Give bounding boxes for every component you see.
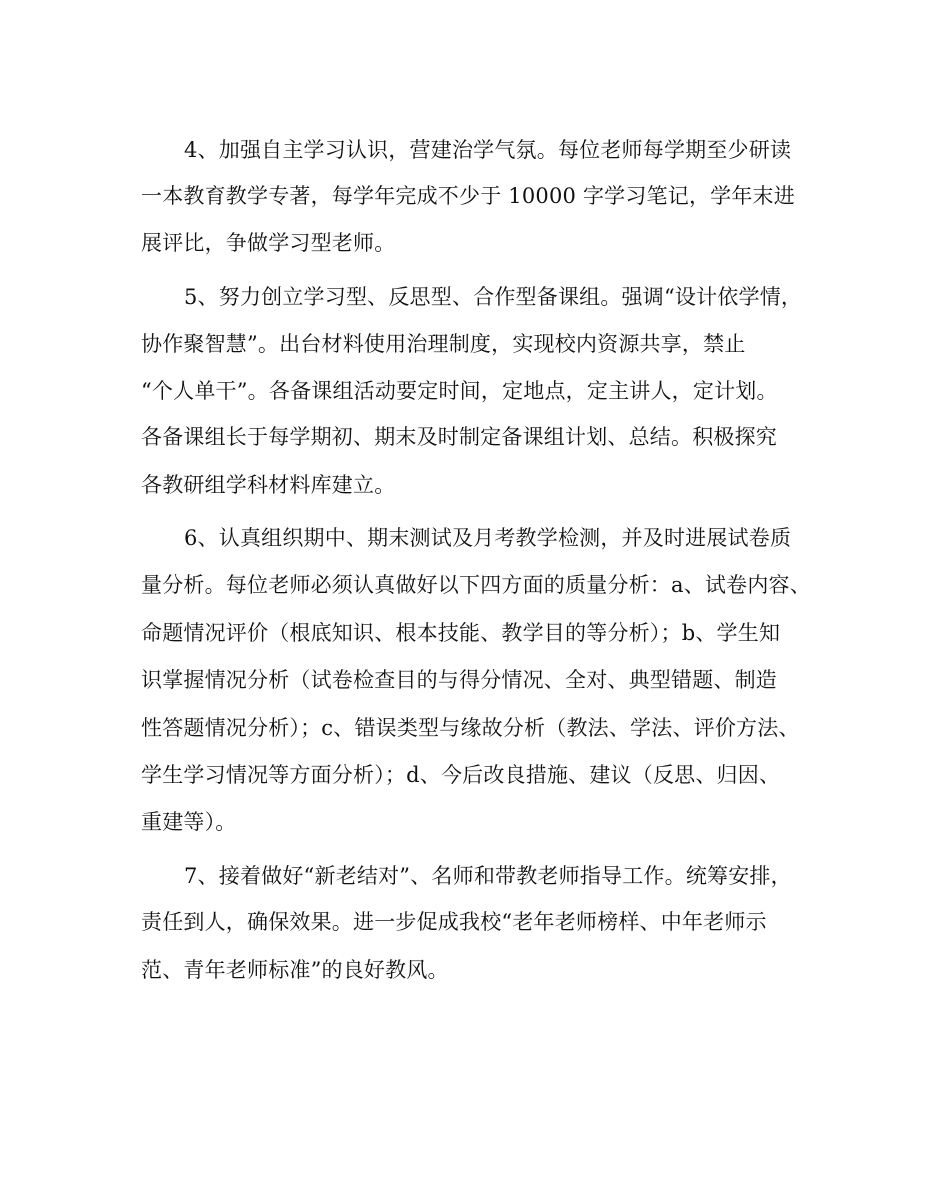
paragraph-line: 6、认真组织期中、期末测试及月考教学检测，并及时进展试卷质: [184, 526, 792, 550]
paragraph-line: 命题情况评价（根底知识、根本技能、教学目的等分析）；b、学生知: [141, 621, 781, 645]
paragraph-line: 量分析。每位老师必须认真做好以下四方面的质量分析：a、试卷内容、: [141, 573, 811, 597]
paragraph-line: 5、努力创立学习型、反思型、合作型备课组。强调“设计依学情，: [184, 285, 803, 309]
paragraph-line: 范、青年老师标准”的良好教风。: [141, 958, 449, 982]
paragraph-line: 各教研组学科材料库建立。: [141, 473, 396, 497]
paragraph-line: 展评比，争做学习型老师。: [141, 231, 396, 255]
paragraph-line: 4、加强自主学习认识，营建治学气氛。每位老师每学期至少研读: [184, 138, 792, 162]
paragraph-line: 一本教育教学专著，每学年完成不少于 10000 字学习笔记，学年末进: [141, 184, 795, 208]
paragraph-line: “个人单干”。各备课组活动要定时间，定地点，定主讲人，定计划。: [141, 379, 778, 403]
paragraph-line: 学生学习情况等方面分析）；d、今后改良措施、建议（反思、归因、: [141, 763, 781, 787]
paragraph-line: 识掌握情况分析（试卷检查目的与得分情况、全对、典型错题、制造: [141, 668, 777, 692]
paragraph-line: 责任到人，确保效果。进一步促成我校“老年老师榜样、中年老师示: [141, 910, 767, 934]
paragraph-line: 协作聚智慧”。出台材料使用治理制度，实现校内资源共享，禁止: [141, 332, 746, 356]
paragraph-line: 性答题情况分析）；c、错误类型与缘故分析（教法、学法、评价方法、: [141, 716, 800, 740]
paragraph-line: 各备课组长于每学期初、期末及时制定备课组计划、总结。积极探究: [141, 425, 777, 449]
paragraph-line: 重建等）。: [141, 810, 237, 834]
paragraph-line: 7、接着做好“新老结对”、名师和带教老师指导工作。统筹安排，: [184, 864, 792, 888]
